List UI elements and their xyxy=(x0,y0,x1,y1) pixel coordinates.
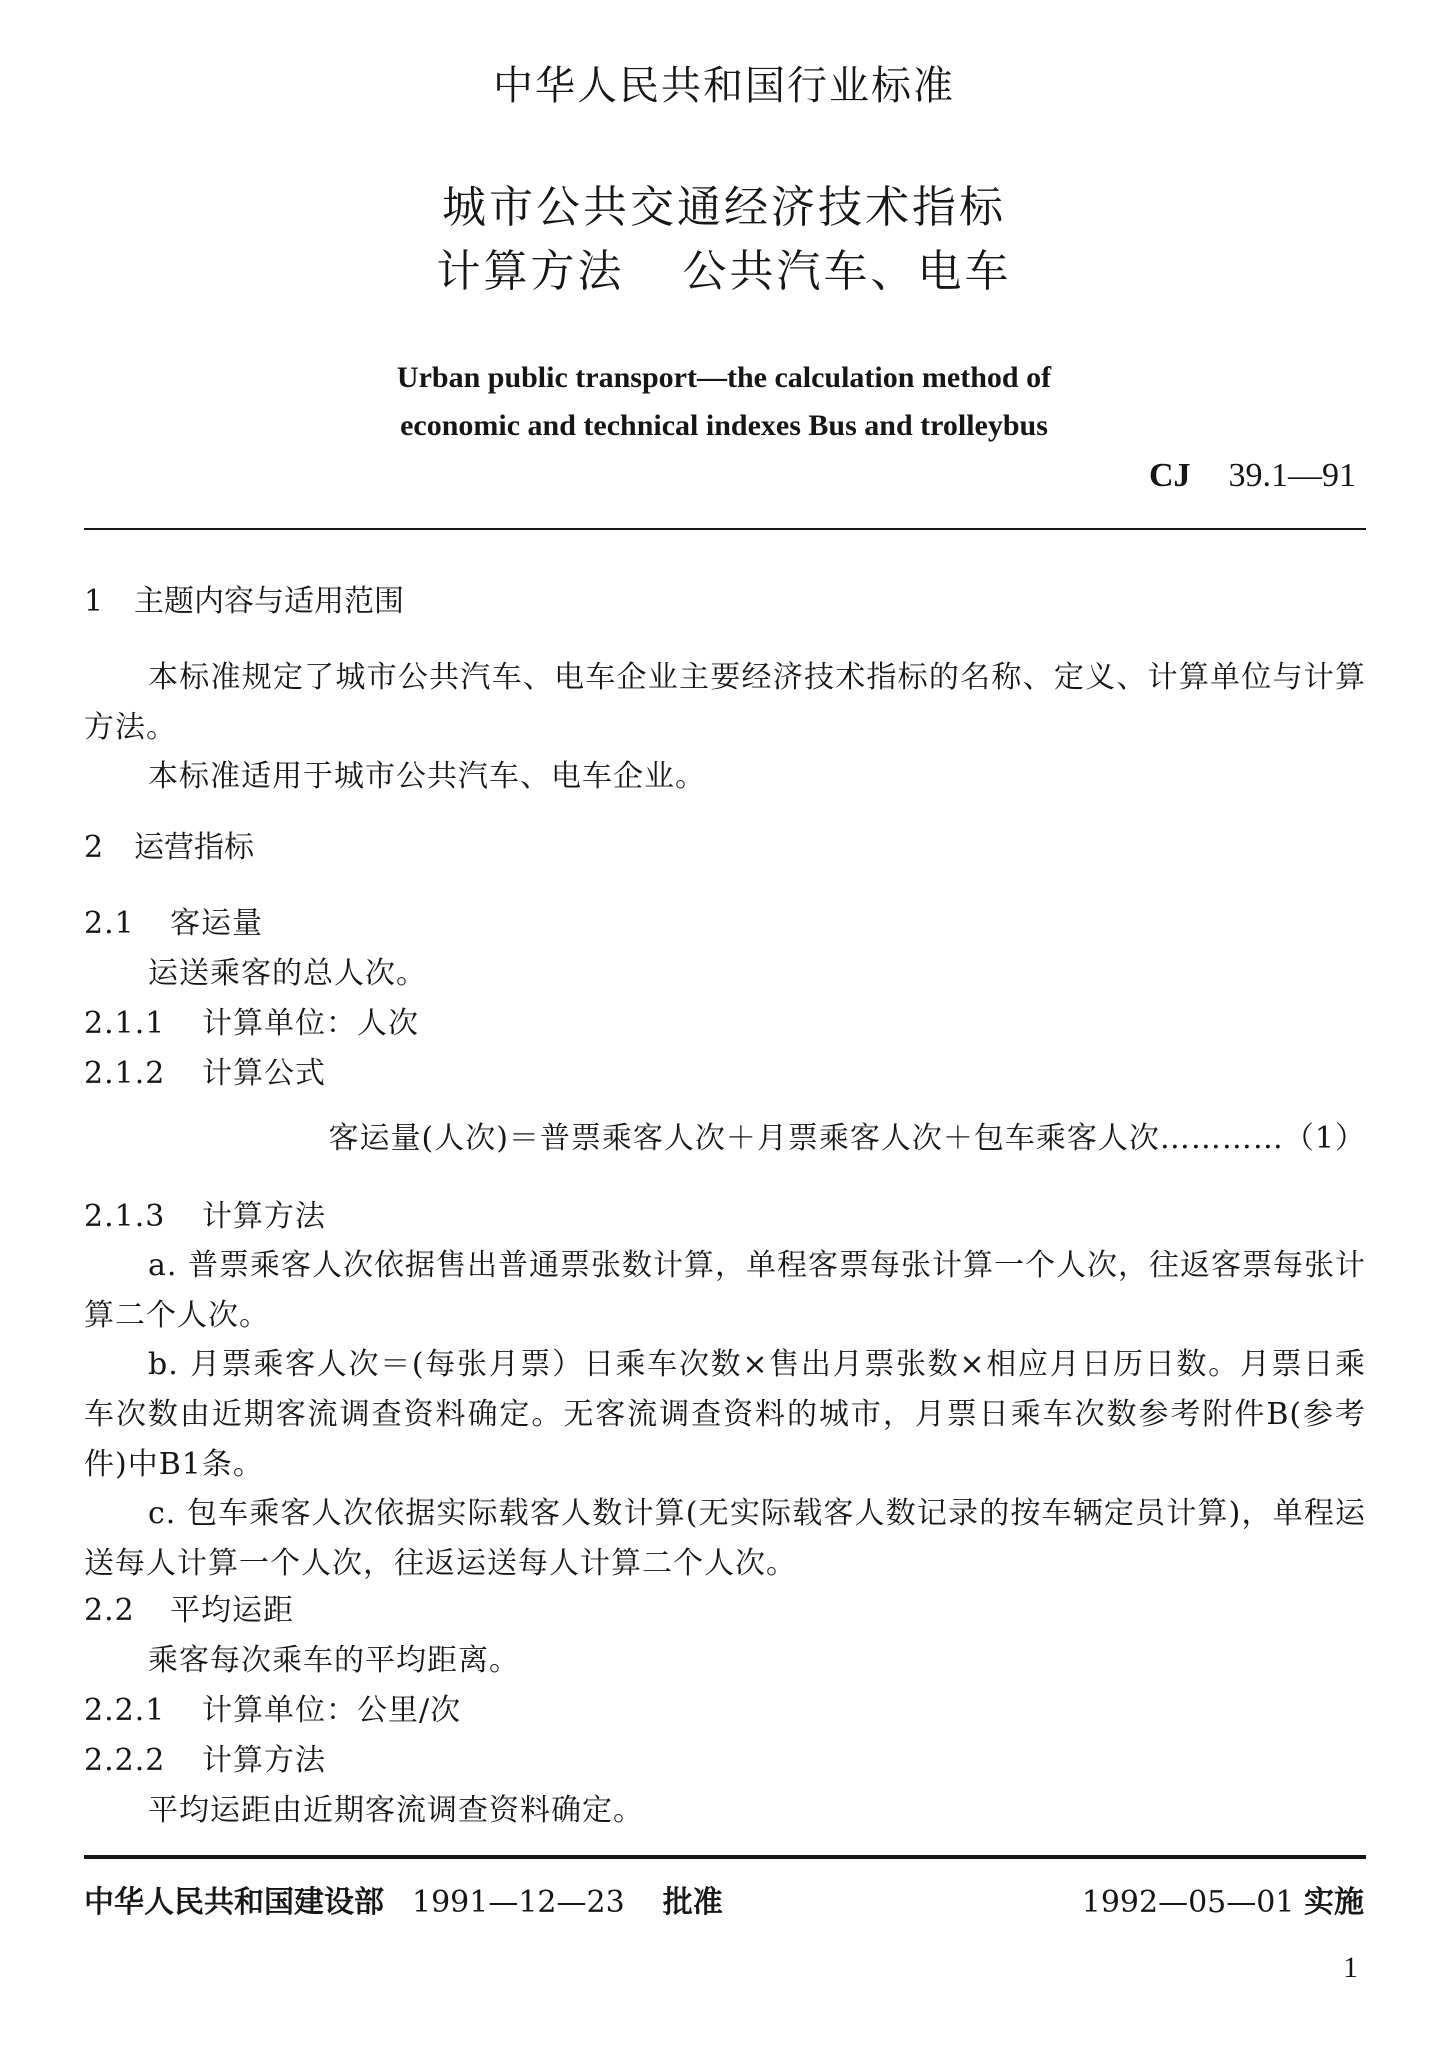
section-number: 1 xyxy=(84,584,104,619)
clause-text: 计算单位：人次 xyxy=(202,1006,419,1041)
clause-text: 计算方法 xyxy=(202,1199,326,1234)
clause-number: 2.1.2 xyxy=(84,1056,166,1091)
clause-2-1 xyxy=(84,903,263,945)
section-title: 运营指标 xyxy=(134,830,254,865)
effective-date: 1992—05—01 xyxy=(1081,1885,1295,1920)
clause-number: 2.1 xyxy=(84,906,135,941)
clause-text: 计算单位：公里/次 xyxy=(202,1693,462,1728)
section-2-heading xyxy=(84,827,254,869)
item-b: b. 月票乘客人次＝(每张月票）日乘车次数×售出月票张数×相应月日历日数。月票日乘车次数由近期客流调查资料确定。无客流调查资料的城市，月票日乘车次数参考附件B(参考件)中B1条。 xyxy=(84,1347,1366,1482)
section-title: 主题内容与适用范围 xyxy=(134,584,404,619)
title-english-line2: economic and technical indexes Bus and trolleybus xyxy=(400,409,1048,442)
clause-2-1-3 xyxy=(84,1196,326,1238)
clause-2-2-1 xyxy=(84,1690,461,1732)
clause-2-1-1 xyxy=(84,1003,419,1045)
header-divider xyxy=(84,528,1366,530)
footer-divider xyxy=(84,1855,1366,1859)
item-a: a. 普票乘客人次依据售出普通票张数计算，单程客票每张计算一个人次，往返客票每张计算二个人次。 xyxy=(84,1248,1366,1333)
title-english-line1: Urban public transport—the calculation method of xyxy=(396,361,1052,394)
effective-label: 实施 xyxy=(1304,1885,1364,1920)
clause-number: 2.2 xyxy=(84,1593,135,1628)
clause-title: 平均运距 xyxy=(170,1593,294,1628)
title-chinese-line2-part1: 计算方法 xyxy=(436,246,625,297)
title-chinese-line2 xyxy=(0,242,1448,302)
footer-effective xyxy=(1082,1882,1364,1924)
clause-number: 2.1.1 xyxy=(84,1006,166,1041)
footer-approval xyxy=(84,1882,723,1924)
standard-code-number: 39.1—91 xyxy=(1228,457,1356,494)
section-1-heading xyxy=(84,581,404,623)
standard-type-header: 中华人民共和国行业标准 xyxy=(493,63,955,109)
clause-2-2 xyxy=(84,1590,294,1632)
page-number: 1 xyxy=(1343,1951,1358,1984)
issuer: 中华人民共和国建设部 xyxy=(84,1885,384,1920)
formula-1: 客运量(人次)＝普票乘客人次＋月票乘客人次＋包车乘客人次…………（1） xyxy=(328,1121,1366,1156)
title-chinese-line1: 城市公共交通经济技术指标 xyxy=(442,182,1006,233)
approve-date: 1991—12—23 xyxy=(412,1885,625,1920)
section-number: 2 xyxy=(84,830,104,865)
clause-text: 计算公式 xyxy=(202,1056,326,1091)
approve-label: 批准 xyxy=(662,1885,723,1920)
clause-2-2-2 xyxy=(84,1740,326,1782)
clause-number: 2.1.3 xyxy=(84,1199,166,1234)
clause-2-2-2-text: 平均运距由近期客流调查资料确定。 xyxy=(148,1793,644,1828)
clause-number: 2.2.1 xyxy=(84,1693,166,1728)
title-chinese-line2-part2: 公共汽车、电车 xyxy=(682,246,1012,297)
clause-2-1-2 xyxy=(84,1053,326,1095)
clause-2-2-definition: 乘客每次乘车的平均距离。 xyxy=(148,1643,520,1678)
item-c: c. 包车乘客人次依据实际载客人数计算(无实际载客人数记录的按车辆定员计算)，单程运送每人计算一个人次，往返运送每人计算二个人次。 xyxy=(84,1496,1366,1581)
standard-code-prefix: CJ xyxy=(1148,457,1191,494)
clause-title: 客运量 xyxy=(170,906,263,941)
clause-text: 计算方法 xyxy=(202,1743,326,1778)
clause-2-1-definition: 运送乘客的总人次。 xyxy=(148,956,427,991)
section-1-paragraph-2: 本标准适用于城市公共汽车、电车企业。 xyxy=(148,759,706,794)
clause-number: 2.2.2 xyxy=(84,1743,166,1778)
section-1-paragraph-1: 本标准规定了城市公共汽车、电车企业主要经济技术指标的名称、定义、计算单位与计算方法。 xyxy=(84,660,1366,745)
standard-code xyxy=(1149,454,1356,498)
